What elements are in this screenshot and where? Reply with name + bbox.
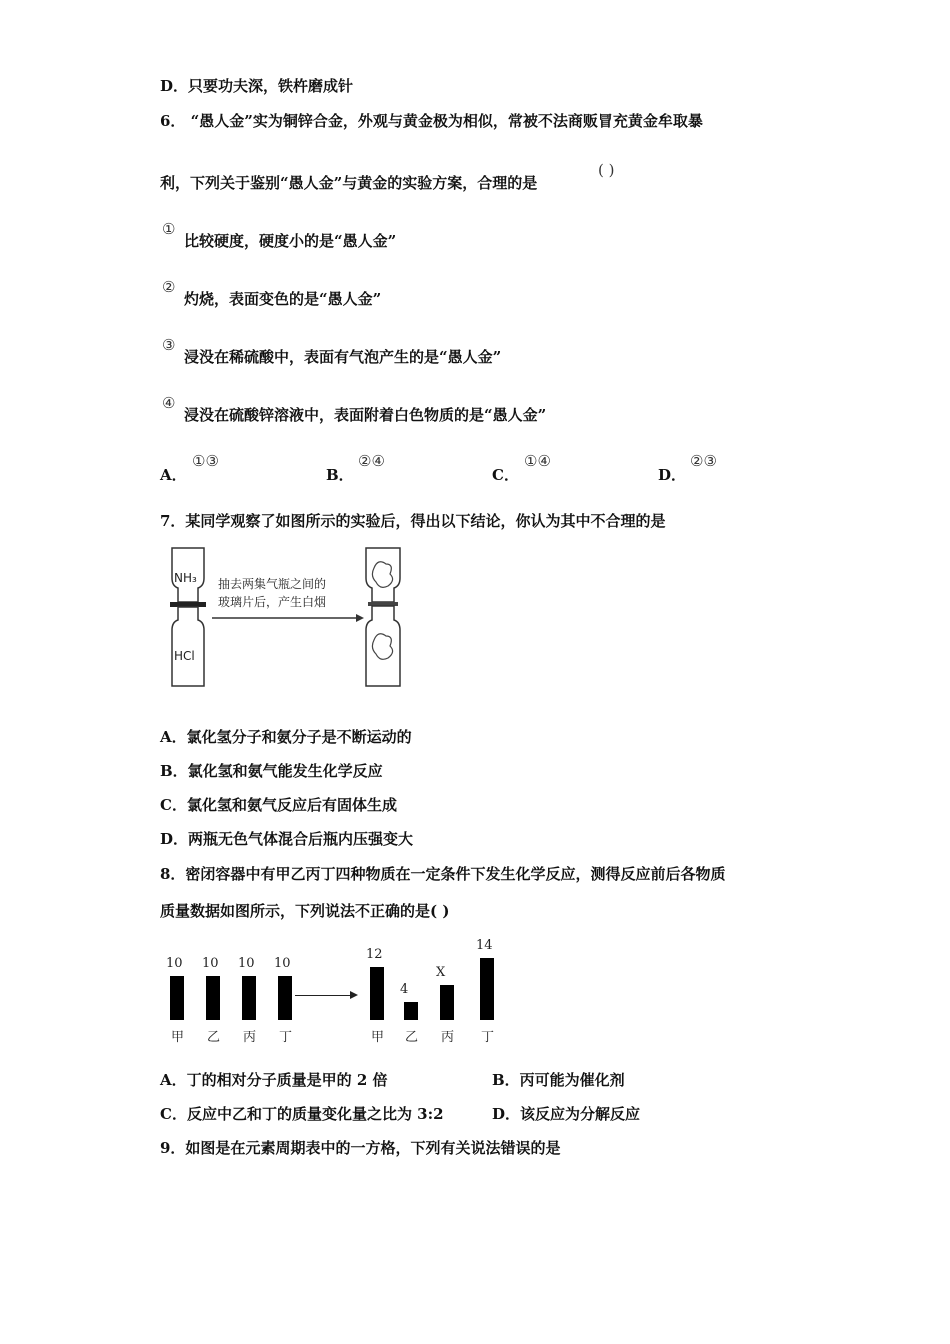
q8-option-d: D．该反应为分解反应 [492, 1105, 641, 1123]
q6-item4-text: 浸没在硫酸锌溶液中，表面附着白色物质的是“愚人金” [184, 406, 547, 424]
bar-label-before-0: 10 [166, 956, 183, 971]
category-label-after-1: 乙 [405, 1030, 419, 1045]
bar-label-after-3: 14 [476, 938, 493, 954]
q8-option-c: C．反应中乙和丁的质量变化量之比为 3:2 [160, 1105, 444, 1123]
q6-option-a-label: A． [160, 466, 187, 484]
q6-item2-text: 灼烧，表面变色的是“愚人金” [184, 290, 382, 308]
q6-option-b-value: ②④ [358, 452, 385, 470]
q8-stem-line1: 8．密闭容器中有甲乙丙丁四种物质在一定条件下发生化学反应，测得反应前后各物质 [160, 865, 726, 883]
bar-before-1 [206, 976, 220, 1020]
bar-before-2 [242, 976, 256, 1020]
gas-bottles-diagram [160, 540, 410, 695]
bar-label-after-2: X [436, 964, 446, 980]
figure-caption-line1: 抽去两集气瓶之间的 [218, 577, 327, 591]
q7-option-d: D．两瓶无色气体混合后瓶内压强变大 [160, 830, 414, 848]
figure-caption-line2: 玻璃片后，产生白烟 [218, 595, 327, 609]
q6-item3-mark: ③ [162, 336, 176, 354]
chart-arrow-head-icon [350, 991, 358, 999]
q6-option-d-label: D． [658, 466, 687, 484]
white-smoke-icon [372, 634, 392, 660]
q8-stem-line2: 质量数据如图所示，下列说法不正确的是( ) [160, 902, 450, 920]
q8-option-a: A．丁的相对分子质量是甲的 2 倍 [160, 1071, 388, 1089]
q6-option-c-label: C． [492, 466, 519, 484]
mixed-bottom-bottle [366, 606, 400, 686]
bar-label-before-2: 10 [238, 956, 255, 971]
q7-option-a: A．氯化氢分子和氨分子是不断运动的 [160, 728, 412, 746]
category-label-before-3: 丁 [279, 1030, 293, 1045]
q6-option-c-value: ①④ [524, 452, 551, 470]
hcl-label: HCl [174, 649, 195, 663]
q6-stem-line2: 利，下列关于鉴别“愚人金”与黄金的实验方案，合理的是 [160, 174, 538, 192]
category-label-after-0: 甲 [371, 1030, 385, 1045]
category-label-after-2: 丙 [441, 1030, 455, 1045]
q6-item4-mark: ④ [162, 394, 176, 412]
white-smoke-icon [372, 562, 392, 588]
q6-item1-mark: ① [162, 220, 176, 238]
q8-option-b: B．丙可能为催化剂 [492, 1071, 625, 1089]
q7-figure [160, 540, 410, 695]
bar-after-3 [480, 958, 494, 1020]
q6-option-b-label: B． [326, 466, 354, 484]
bar-label-before-3: 10 [274, 956, 291, 971]
q5-option-d: D．只要功夫深，铁杵磨成针 [160, 77, 354, 95]
bar-label-after-1: 4 [400, 982, 409, 998]
q7-stem: 7．某同学观察了如图所示的实验后，得出以下结论，你认为其中不合理的是 [160, 512, 666, 530]
category-label-before-0: 甲 [171, 1030, 185, 1045]
bar-after-1 [404, 1002, 418, 1020]
q9-stem: 9．如图是在元素周期表中的一方格，下列有关说法错误的是 [160, 1139, 561, 1157]
q8-bar-chart [150, 930, 510, 1050]
bar-before-0 [170, 976, 184, 1020]
q6-answer-blank: ( ) [598, 161, 615, 179]
category-label-after-3: 丁 [481, 1030, 495, 1045]
bar-label-before-1: 10 [202, 956, 219, 971]
arrow-head-icon [356, 614, 364, 622]
q6-stem-line1: 6． “愚人金”实为铜锌合金，外观与黄金极为相似，常被不法商贩冒充黄金牟取暴 [160, 112, 703, 130]
mixed-top-bottle [366, 548, 400, 602]
q6-item1-text: 比较硬度，硬度小的是“愚人金” [184, 232, 397, 250]
hcl-bottle [172, 607, 204, 686]
q7-option-c: C．氯化氢和氨气反应后有固体生成 [160, 796, 397, 814]
q6-item2-mark: ② [162, 278, 176, 296]
bar-after-0 [370, 967, 384, 1020]
q6-item3-text: 浸没在稀硫酸中，表面有气泡产生的是“愚人金” [184, 348, 502, 366]
nh3-label: NH₃ [174, 571, 197, 585]
bar-label-after-0: 12 [366, 947, 383, 963]
category-label-before-2: 丙 [243, 1030, 257, 1045]
q7-option-b: B．氯化氢和氨气能发生化学反应 [160, 762, 383, 780]
q6-option-d-value: ②③ [690, 452, 717, 470]
chart-arrow-line [295, 995, 351, 996]
q6-option-a-value: ①③ [192, 452, 219, 470]
category-label-before-1: 乙 [207, 1030, 221, 1045]
bar-before-3 [278, 976, 292, 1020]
bar-after-2 [440, 985, 454, 1020]
